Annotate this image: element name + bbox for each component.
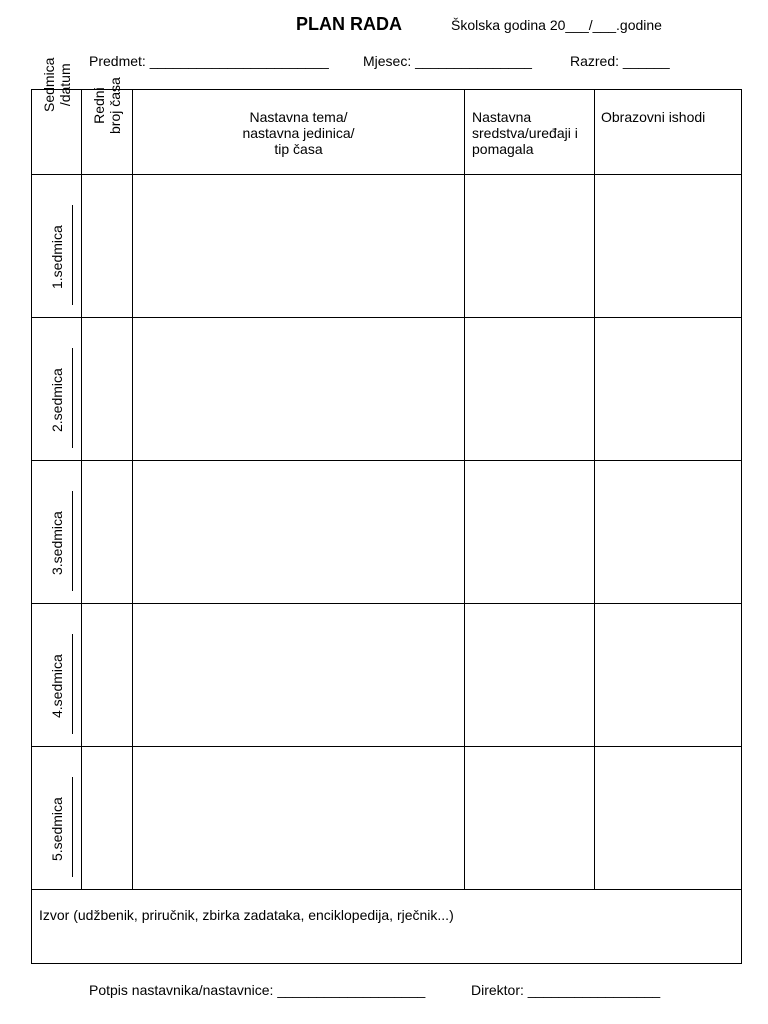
header-topic-line2: nastavna jedinica/ <box>242 125 355 141</box>
topic-cell[interactable] <box>133 604 465 747</box>
school-year-field: Školska godina 20___/___.godine <box>451 17 662 33</box>
director-signature-field: Direktor: _________________ <box>471 982 661 998</box>
header-outcomes-label: Obrazovni ishodi <box>601 109 706 125</box>
date-line <box>72 491 73 591</box>
header-topic-line3: tip časa <box>274 141 323 157</box>
week-row-2 <box>32 318 742 461</box>
topic-cell[interactable] <box>133 175 465 318</box>
week-row-3 <box>32 461 742 604</box>
week-cell <box>32 747 82 890</box>
week-cell <box>32 318 82 461</box>
header-lesson-line2: broj časa <box>107 77 123 134</box>
date-line <box>72 777 73 877</box>
header-topic-line1: Nastavna tema/ <box>249 109 348 125</box>
lesson-number-cell[interactable] <box>82 318 133 461</box>
page-title: PLAN RADA <box>296 14 402 34</box>
header-aids-line1: Nastavna <box>472 109 532 125</box>
grade-field: Razred: ______ <box>570 53 670 69</box>
header-aids-line2: sredstva/uređaji i <box>472 125 578 141</box>
week-cell <box>32 461 82 604</box>
week-label: 5.sedmica <box>48 797 65 861</box>
week-label: 4.sedmica <box>48 654 65 718</box>
date-line <box>72 205 73 305</box>
month-field: Mjesec: _______________ <box>363 53 532 69</box>
aids-cell[interactable] <box>465 461 595 604</box>
week-label: 2.sedmica <box>48 368 65 432</box>
aids-cell[interactable] <box>465 604 595 747</box>
outcomes-cell[interactable] <box>595 318 742 461</box>
outcomes-cell[interactable] <box>595 747 742 890</box>
lesson-number-cell[interactable] <box>82 175 133 318</box>
outcomes-cell[interactable] <box>595 461 742 604</box>
header-week-line2: /datum <box>56 63 73 107</box>
lesson-number-cell[interactable] <box>82 747 133 890</box>
table-header-row <box>32 90 742 175</box>
week-row-5 <box>32 747 742 890</box>
header-week-line1: Sedmica <box>40 57 57 112</box>
source-cell[interactable] <box>32 890 742 964</box>
topic-cell[interactable] <box>133 747 465 890</box>
week-cell <box>32 175 82 318</box>
week-cell <box>32 604 82 747</box>
header-aids-line3: pomagala <box>472 141 534 157</box>
header-learning-outcomes <box>595 90 742 175</box>
subject-field: Predmet: _______________________ <box>89 53 329 69</box>
teacher-signature-field: Potpis nastavnika/nastavnice: ___________________ <box>89 982 426 998</box>
source-row <box>32 890 742 964</box>
date-line <box>72 348 73 448</box>
header-lesson-number <box>82 77 133 175</box>
topic-cell[interactable] <box>133 461 465 604</box>
outcomes-cell[interactable] <box>595 175 742 318</box>
week-row-1 <box>32 175 742 318</box>
week-row-4 <box>32 604 742 747</box>
lesson-number-cell[interactable] <box>82 461 133 604</box>
week-label: 1.sedmica <box>48 225 65 289</box>
header-week-date <box>32 57 82 175</box>
aids-cell[interactable] <box>465 175 595 318</box>
outcomes-cell[interactable] <box>595 604 742 747</box>
date-line <box>72 634 73 734</box>
header-lesson-line1: Redni <box>91 87 107 124</box>
header-teaching-aids <box>465 90 595 175</box>
aids-cell[interactable] <box>465 318 595 461</box>
week-label: 3.sedmica <box>48 511 65 575</box>
header-topic <box>133 90 465 175</box>
topic-cell[interactable] <box>133 318 465 461</box>
lesson-number-cell[interactable] <box>82 604 133 747</box>
aids-cell[interactable] <box>465 747 595 890</box>
source-label: Izvor (udžbenik, priručnik, zbirka zadataka, enciklopedija, rječnik...) <box>39 907 454 923</box>
